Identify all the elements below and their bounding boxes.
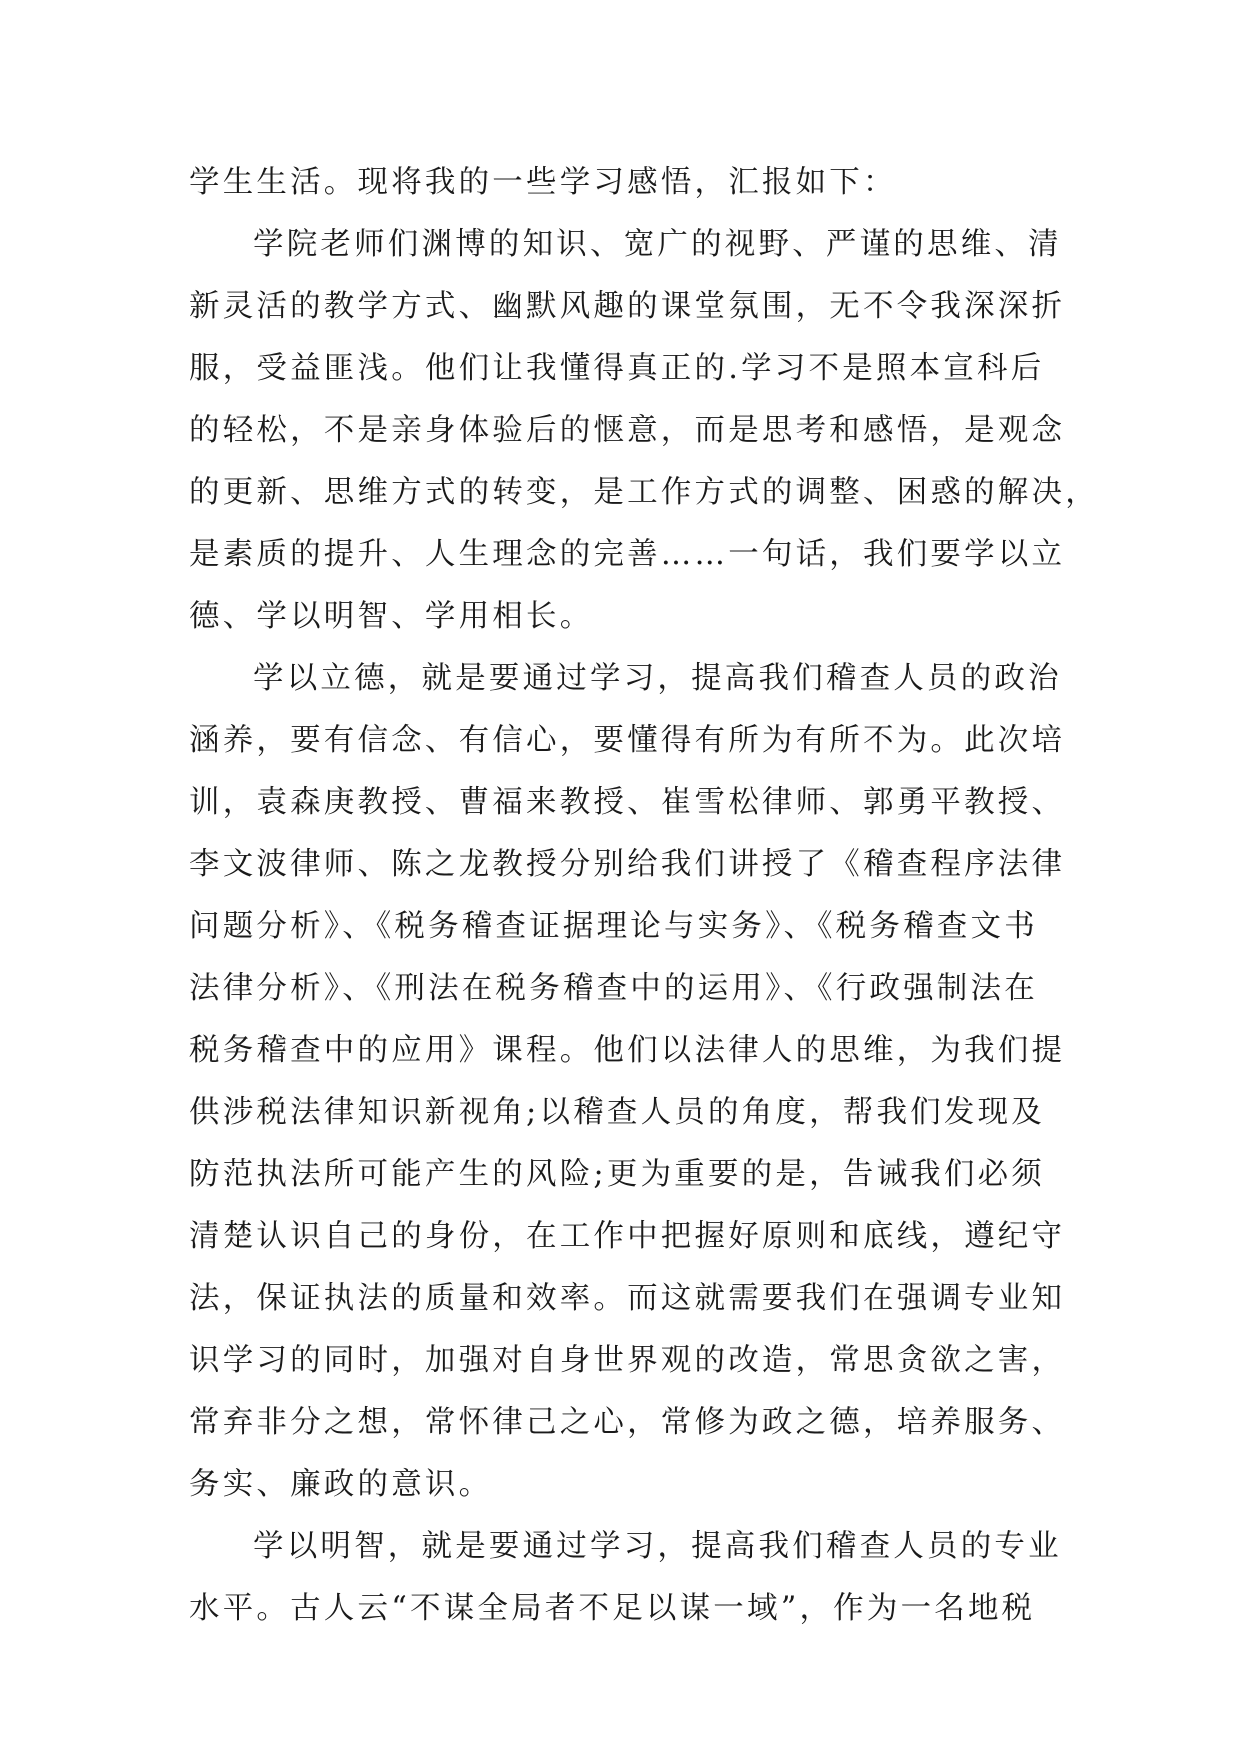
text-line: 的轻松，不是亲身体验后的惬意，而是思考和感悟，是观念 xyxy=(189,413,1066,448)
paragraph-learning-morality xyxy=(189,648,1066,1516)
text-line: 学以立德，就是要通过学习，提高我们稽查人员的政治 xyxy=(253,661,1062,696)
text-line: 学以明智，就是要通过学习，提高我们稽查人员的专业 xyxy=(253,1529,1062,1564)
document-body xyxy=(189,152,1099,1640)
paragraph-learning-wisdom xyxy=(189,1516,1062,1640)
text-line: 水平。古人云“不谋全局者不足以谋一域”，作为一名地税 xyxy=(189,1591,1036,1626)
text-line: 新灵活的教学方式、幽默风趣的课堂氛围，无不令我深深折 xyxy=(189,289,1066,324)
text-line: 学生生活。现将我的一些学习感悟，汇报如下： xyxy=(189,165,897,200)
text-line: 训，袁森庚教授、曹福来教授、崔雪松律师、郭勇平教授、 xyxy=(189,785,1066,820)
text-line: 德、学以明智、学用相长。 xyxy=(189,599,594,634)
paragraph-intro-continuation xyxy=(189,152,1051,214)
text-line: 防范执法所可能产生的风险;更为重要的是，告诫我们必须 xyxy=(189,1157,1045,1192)
text-line: 法，保证执法的质量和效率。而这就需要我们在强调专业知 xyxy=(189,1281,1066,1316)
text-line: 涵养，要有信念、有信心，要懂得有所为有所不为。此次培 xyxy=(189,723,1066,758)
text-line: 服，受益匪浅。他们让我懂得真正的.学习不是照本宣科后 xyxy=(189,351,1045,386)
text-line: 问题分析》、《税务稽查证据理论与实务》、《税务稽查文书 xyxy=(189,909,1038,944)
text-line: 李文波律师、陈之龙教授分别给我们讲授了《稽查程序法律 xyxy=(189,847,1066,882)
text-line: 清楚认识自己的身份，在工作中把握好原则和底线，遵纪守 xyxy=(189,1219,1066,1254)
text-line: 务实、廉政的意识。 xyxy=(189,1467,493,1502)
text-line: 法律分析》、《刑法在税务稽查中的运用》、《行政强制法在 xyxy=(189,971,1038,1006)
text-line: 税务稽查中的应用》课程。他们以法律人的思维，为我们提 xyxy=(189,1033,1066,1068)
text-line: 常弃非分之想，常怀律己之心，常修为政之德，培养服务、 xyxy=(189,1405,1066,1440)
text-line: 识学习的同时，加强对自身世界观的改造，常思贪欲之害， xyxy=(189,1343,1066,1378)
text-line: 供涉税法律知识新视角;以稽查人员的角度，帮我们发现及 xyxy=(189,1095,1045,1130)
paragraph-teachers xyxy=(189,214,1099,648)
text-line: 是素质的提升、人生理念的完善……一句话，我们要学以立 xyxy=(189,537,1066,572)
text-line: 学院老师们渊博的知识、宽广的视野、严谨的思维、清 xyxy=(253,227,1062,262)
text-line: 的更新、思维方式的转变，是工作方式的调整、困惑的解决， xyxy=(189,475,1099,510)
